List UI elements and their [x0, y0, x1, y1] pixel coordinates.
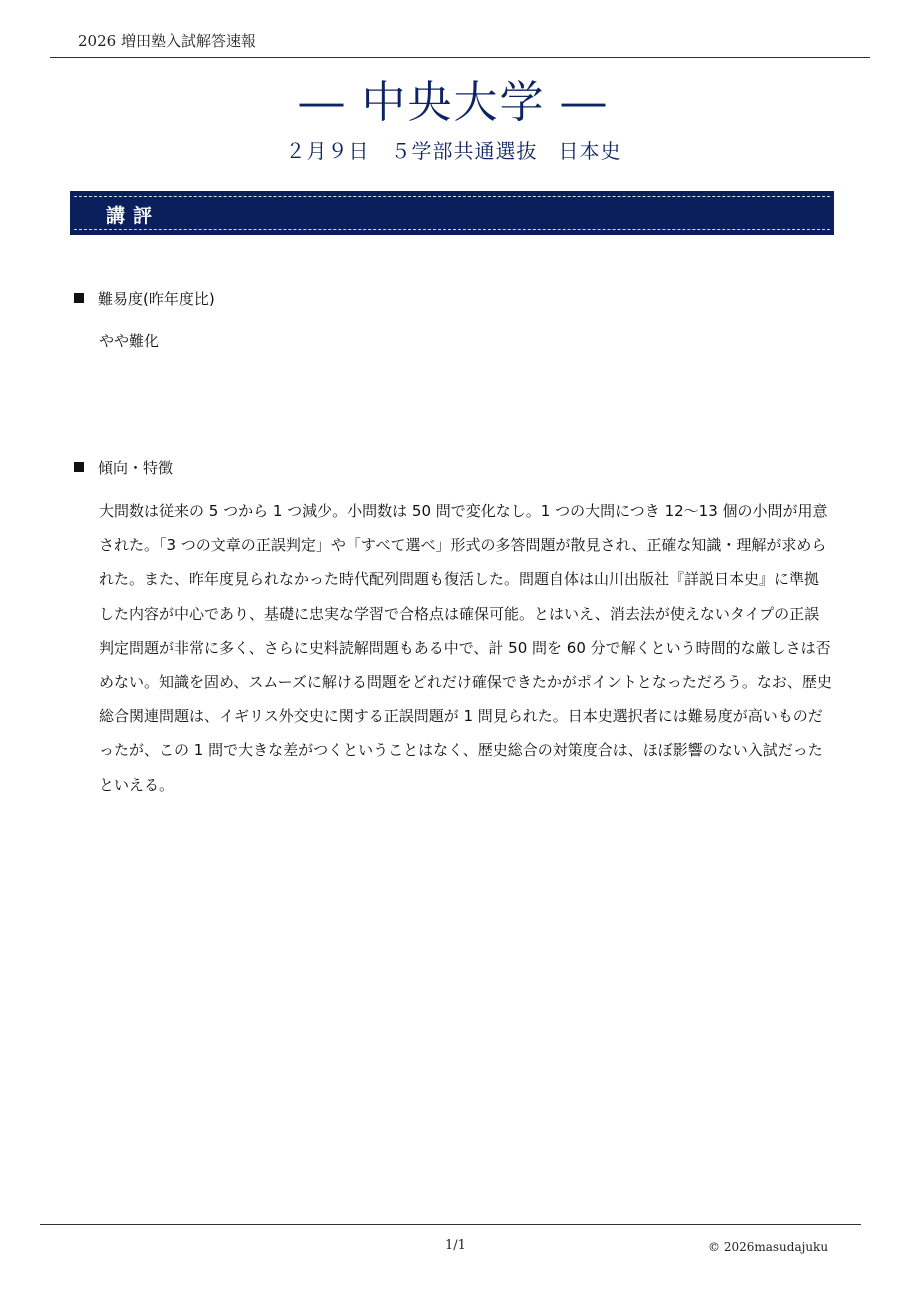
banner-bottom-rule: [74, 229, 830, 230]
page-number: 1/1: [445, 1238, 466, 1253]
section-heading-trends: [74, 457, 173, 478]
banner-label: 講評: [106, 205, 161, 227]
section-heading-label: 傾向・特徴: [98, 459, 174, 477]
square-bullet-icon: [74, 462, 84, 472]
page-subtitle: ２月９日 ５学部共通選抜 日本史: [285, 139, 622, 163]
document-header: 2026 増田塾入試解答速報: [78, 32, 256, 50]
difficulty-value: やや難化: [99, 332, 160, 350]
section-heading-label: 難易度(昨年度比): [98, 290, 215, 308]
page-title: ― 中央大学 ―: [299, 77, 608, 128]
section-heading-difficulty: [74, 288, 215, 309]
banner-top-rule: [74, 196, 830, 197]
section-banner: [70, 191, 834, 235]
copyright-notice: © 2026masudajuku: [708, 1240, 829, 1254]
square-bullet-icon: [74, 293, 84, 303]
footer-divider: [40, 1224, 861, 1225]
header-divider: [50, 57, 870, 58]
trends-paragraph: 大問数は従来の 5 つから 1 つ減少。小問数は 50 問で変化なし。1 つの大問につき 12～13 個の小問が用意された。「3 つの文章の正誤判定」や「すべて選べ」形式の多答問題が散見され、正確な知識・理解が求められた。また、昨年度見られなかった時代配列問題も復活した。問題自体は山川出版社『詳説日本史』に準拠した内容が中心であり、基礎に忠実な学習で合格点は確保可能。とはいえ、消去法が使えないタイプの正誤判定問題が非常に多く、さらに史料読解問題もある中で、計 50 問を 60 分で解くという時間的な厳しさは否めない。知識を固め、スムーズに解ける問題をどれだけ確保できたかがポイントとなっただろう。なお、歴史総合関連問題は、イギリス外交史に関する正誤問題が 1 問見られた。日本史選択者には難易度が高いものだったが、この 1 問で大きな差がつくということはなく、歴史総合の対策度合は、ほぼ影響のない入試だったといえる。: [99, 502, 832, 794]
